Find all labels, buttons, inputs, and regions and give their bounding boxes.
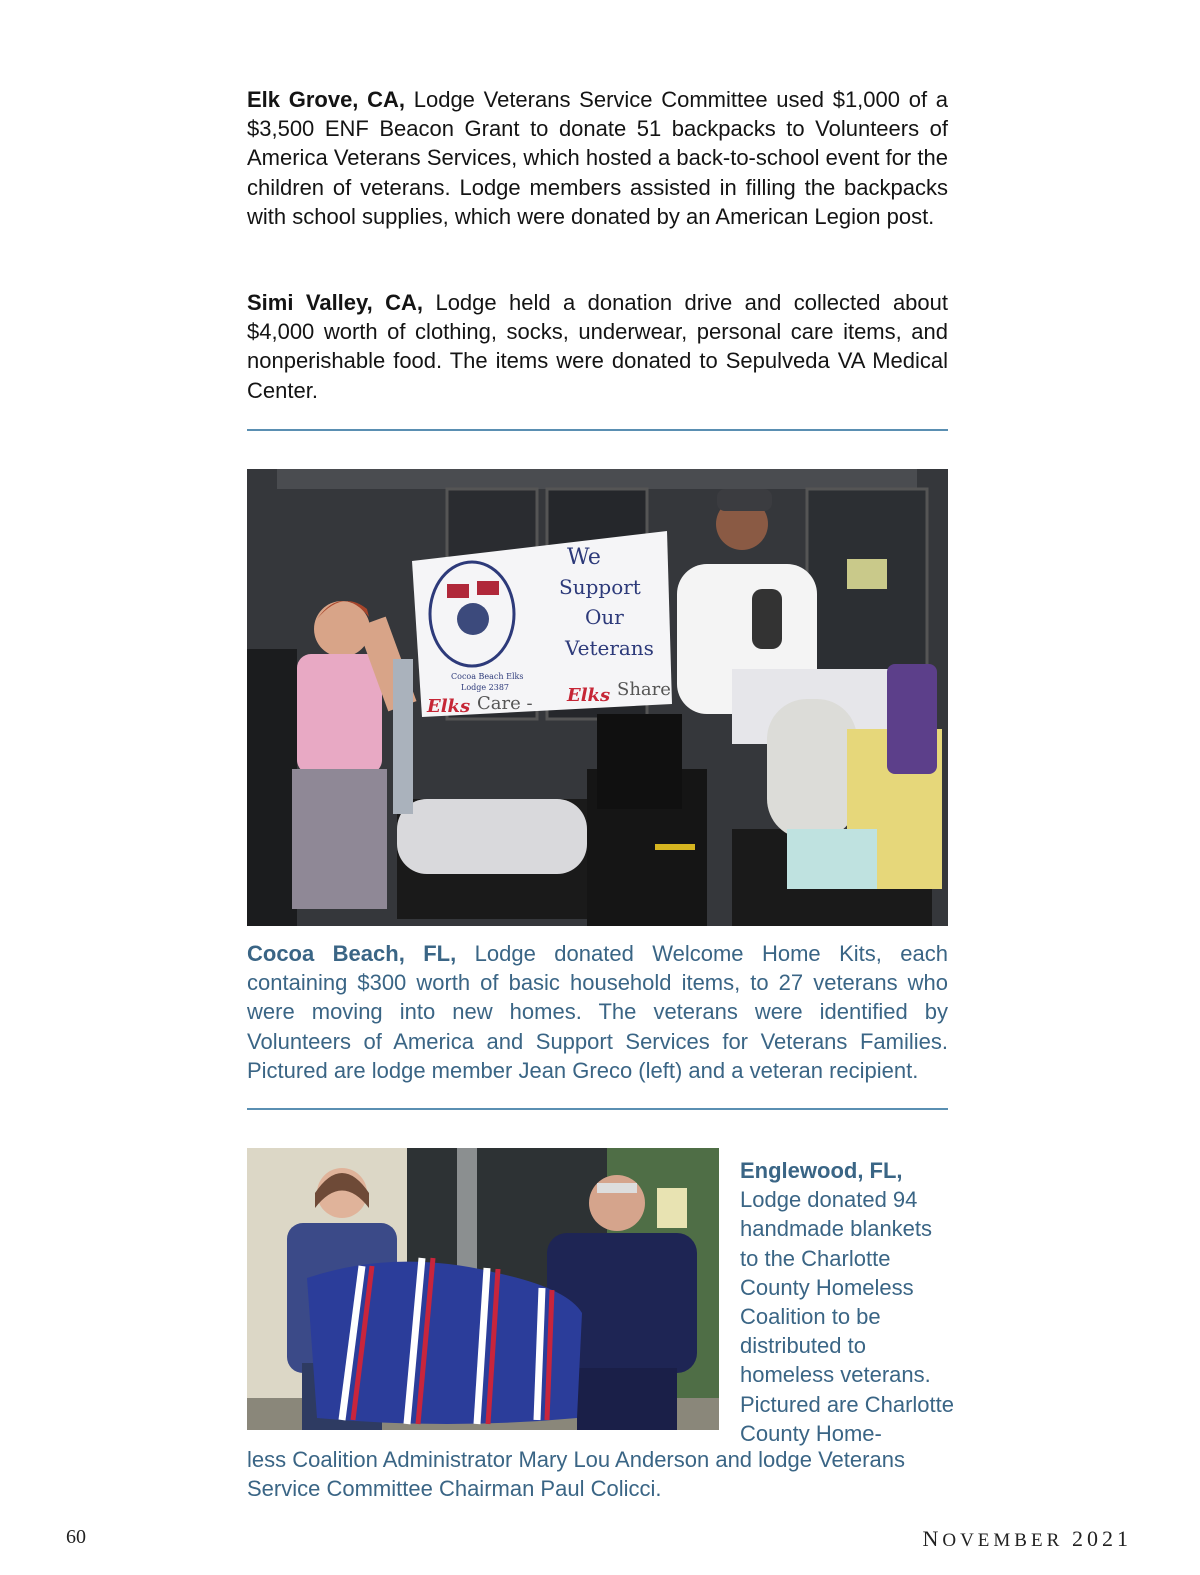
article-place: Elk Grove, CA,: [247, 87, 406, 112]
englewood-photo-illustration: [247, 1148, 719, 1430]
section-divider: [247, 1108, 948, 1110]
caption-place: Cocoa Beach, FL,: [247, 941, 457, 966]
issue-year: 2021: [1072, 1526, 1132, 1551]
issue-month-rest: OVEMBER: [942, 1530, 1064, 1551]
banner-lodge: Cocoa Beach Elks: [451, 672, 524, 681]
caption-place: Englewood, FL,: [740, 1158, 903, 1183]
caption-body: Lodge donated Welcome Home Kits, each containing $300 worth of basic household items, to 27 veterans who were moving into new homes. The veterans were identified by Volunteers of America and Support Services for Veterans Families. Pictured are lodge member Jean Greco (left) and a veteran recipient.: [247, 941, 948, 1083]
article-simi-valley: [247, 288, 948, 405]
banner-line-3: Our: [585, 605, 624, 629]
article-place: Simi Valley, CA,: [247, 290, 424, 315]
banner-elks-left: Elks: [427, 696, 471, 717]
cocoa-beach-photo-illustration: [247, 469, 948, 926]
caption-body: Lodge donated 94 handmade blankets to the Charlotte County Homeless Coalition to be distributed to homeless veterans. Pictured are Charlotte County Home-: [740, 1187, 954, 1446]
englewood-photo: [247, 1148, 719, 1430]
section-divider: [247, 429, 948, 431]
article-body: Lodge held a donation drive and collected about $4,000 worth of clothing, socks, underwear, personal care items, and nonperishable food. The items were donated to Sepulveda VA Medical Center.: [247, 290, 948, 403]
banner-lodge-number: Lodge 2387: [461, 683, 510, 692]
englewood-caption-tail: less Coalition Administrator Mary Lou Anderson and lodge Veterans Service Committee Chairman Paul Colicci.: [247, 1447, 905, 1502]
banner-share: Share: [617, 679, 671, 700]
issue-date: [922, 1526, 1132, 1552]
article-elk-grove: [247, 85, 948, 231]
banner-line-4: Veterans: [565, 636, 654, 660]
banner-line-2: Support: [559, 575, 641, 599]
article-body: Lodge Veterans Service Committee used $1,000 of a $3,500 ENF Beacon Grant to donate 51 backpacks to Volunteers of America Veterans Services, which hosted a back-to-school event for the children of veterans. Lodge members assisted in filling the backpacks with school supplies, which were donated by an American Legion post.: [247, 87, 948, 229]
cocoa-beach-caption: [247, 939, 948, 1085]
banner-line-1: We: [567, 545, 601, 570]
page-number: 60: [66, 1526, 86, 1548]
cocoa-beach-photo: [247, 469, 948, 926]
englewood-caption-side: [740, 1156, 955, 1448]
issue-month-initial: N: [922, 1526, 943, 1551]
banner-care: Care -: [477, 693, 533, 714]
banner-elks-right: Elks: [567, 685, 611, 706]
